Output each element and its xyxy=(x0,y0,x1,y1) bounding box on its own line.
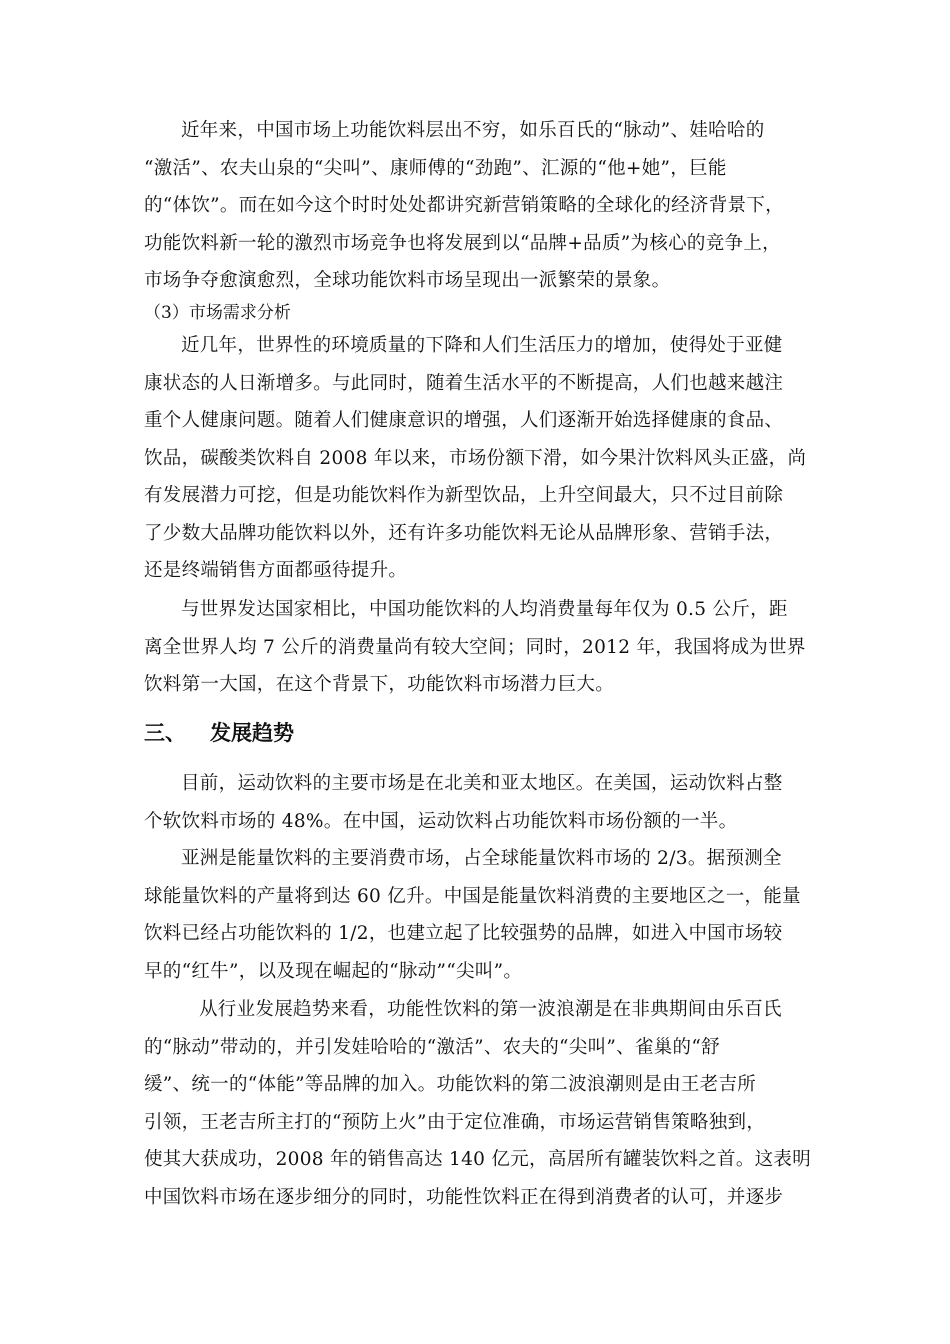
text-line: 的“体饮”。而在如今这个时时处处都讲究新营销策略的全球化的经济背景下， xyxy=(144,195,784,216)
text-line: 从行业发展趋势来看，功能性饮料的第一波浪潮是在非典期间由乐百氏 xyxy=(199,999,782,1020)
section-number: 三、 xyxy=(144,721,186,745)
text-line: 目前，运动饮料的主要市场是在北美和亚太地区。在美国，运动饮料占整 xyxy=(181,773,783,794)
text-line: 的“脉动”带动的，并引发娃哈哈的“激活”、农夫的“尖叫”、雀巢的“舒 xyxy=(144,1036,720,1058)
text-line: 饮料已经占功能饮料的 1/2，也建立起了比较强势的品牌，如进入中国市场较 xyxy=(144,923,783,944)
section-title: 发展趋势 xyxy=(210,721,294,745)
text-line: “激活”、农夫山泉的“尖叫”、康师傅的“劲跑”、汇源的“他+她”，巨能 xyxy=(144,157,727,179)
text-line: 康状态的人日渐增多。与此同时，随着生活水平的不断提高，人们也越来越注 xyxy=(144,372,784,394)
text-line: 中国饮料市场在逐步细分的同时，功能性饮料正在得到消费者的认可，并逐步 xyxy=(144,1186,784,1208)
section-heading-development-trend xyxy=(144,716,294,750)
text-line: 近年来，中国市场上功能饮料层出不穷，如乐百氏的“脉动”、娃哈哈的 xyxy=(181,120,765,141)
text-line: 有发展潜力可挖，但是功能饮料作为新型饮品，上升空间最大，只不过目前除 xyxy=(144,485,784,506)
subheading-market-demand: （3）市场需求分析 xyxy=(144,303,291,323)
text-line: 早的“红牛”，以及现在崛起的“脉动”“尖叫”。 xyxy=(144,960,523,982)
text-line: 使其大获成功，2008 年的销售高达 140 亿元，高居所有罐装饮料之首。这表明 xyxy=(144,1149,812,1170)
text-line: 还是终端销售方面都亟待提升。 xyxy=(144,560,408,581)
text-line: 离全世界人均 7 公斤的消费量尚有较大空间；同时，2012 年，我国将成为世界 xyxy=(144,636,806,658)
paragraph-industry-trend xyxy=(144,991,824,1216)
text-line: 近几年，世界性的环境质量的下降和人们生活压力的增加，使得处于亚健 xyxy=(181,335,783,356)
paragraph-energy-drinks xyxy=(144,840,824,990)
text-line: 饮料第一大国，在这个背景下，功能饮料市场潜力巨大。 xyxy=(144,674,615,695)
paragraph-sports-drinks xyxy=(144,765,824,840)
text-line: 引领，王老吉所主打的“预防上火”由于定位准确，市场运营销售策略独到， xyxy=(144,1111,766,1133)
paragraph-health-demand xyxy=(144,327,824,590)
text-line: 功能饮料新一轮的激烈市场竞争也将发展到以“品牌+品质”为核心的竞争上， xyxy=(144,232,781,254)
text-line: 饮品，碳酸类饮料自 2008 年以来，市场份额下滑，如今果汁饮料风头正盛，尚 xyxy=(144,447,807,469)
text-line: 缓”、统一的“体能”等品牌的加入。功能饮料的第二波浪潮则是由王老吉所 xyxy=(144,1074,757,1095)
paragraph-functional-drinks-market xyxy=(144,112,824,300)
text-line: 与世界发达国家相比，中国功能饮料的人均消费量每年仅为 0.5 公斤，距 xyxy=(181,599,788,620)
text-line: 球能量饮料的产量将到达 60 亿升。中国是能量饮料消费的主要地区之一，能量 xyxy=(144,885,801,907)
text-line: 亚洲是能量饮料的主要消费市场，占全球能量饮料市场的 2/3。据预测全 xyxy=(181,848,782,869)
text-line: 了少数大品牌功能饮料以外，还有许多功能饮料无论从品牌形象、营销手法， xyxy=(144,522,784,544)
text-line: 市场争夺愈演愈烈，全球功能饮料市场呈现出一派繁荣的景象。 xyxy=(144,270,671,291)
text-line: 重个人健康问题。随着人们健康意识的增强，人们逐渐开始选择健康的食品、 xyxy=(144,410,784,431)
text-line: 个软饮料市场的 48%。在中国，运动饮料占功能饮料市场份额的一半。 xyxy=(144,810,738,832)
paragraph-consumption-comparison xyxy=(144,591,824,704)
